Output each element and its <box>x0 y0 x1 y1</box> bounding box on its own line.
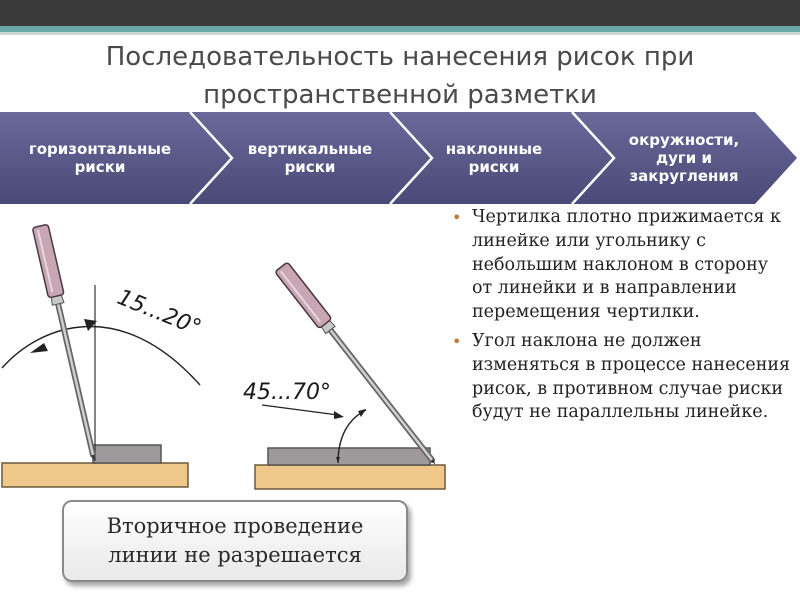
topbar-light-strip <box>0 32 800 35</box>
bullet-text-1: Чертилка плотно прижимается к линейке или угольнику с небольшим наклоном в сторону от линейки и в направлении перемещения чертилки. <box>472 207 781 323</box>
right-arc-arrow-2 <box>358 409 366 417</box>
right-scriber <box>275 262 442 470</box>
right-ruler <box>268 448 430 465</box>
title-line-2: пространственной разметки <box>203 80 597 110</box>
right-angle-label: 45...70° <box>243 380 331 405</box>
left-figure <box>2 224 205 487</box>
step-label-horizontal: горизонтальные риски <box>28 140 172 176</box>
title-line-1: Последовательность нанесения рисок при <box>105 42 695 72</box>
bullet-item-1 <box>452 206 792 325</box>
left-angle-label: 15...20° <box>113 284 205 342</box>
topbar-dark-strip <box>0 0 800 26</box>
right-leader-line <box>262 405 338 415</box>
bullet-dot-icon: • <box>452 208 462 227</box>
topbar-accent-strip <box>0 26 800 32</box>
right-figure <box>243 262 445 489</box>
bullet-item-2 <box>452 330 792 425</box>
left-ruler <box>93 445 161 463</box>
bullet-list <box>452 206 792 430</box>
top-decorative-bar <box>0 0 800 40</box>
left-scriber <box>32 224 102 462</box>
callout-box <box>62 500 408 582</box>
left-angle-arc <box>2 327 200 385</box>
left-arc-arrow-1 <box>30 343 48 353</box>
left-workpiece <box>2 463 188 487</box>
scriber-illustration <box>0 205 450 505</box>
page-title <box>0 38 800 114</box>
bullet-dot-icon: • <box>452 331 462 351</box>
right-leader-arrow <box>334 411 344 419</box>
step-label-circles: окружности, дуги и закругления <box>628 131 740 185</box>
right-workpiece <box>255 465 445 489</box>
bullet-text-2: Угол наклона не должен изменяться в процессе нанесения рисок, в противном случае риски будут не параллельны линейке. <box>472 330 791 423</box>
callout-text: Вторичное проведение линии не разрешается <box>106 514 364 567</box>
step-label-inclined: наклонные риски <box>445 140 543 176</box>
step-label-vertical: вертикальные риски <box>247 140 373 176</box>
